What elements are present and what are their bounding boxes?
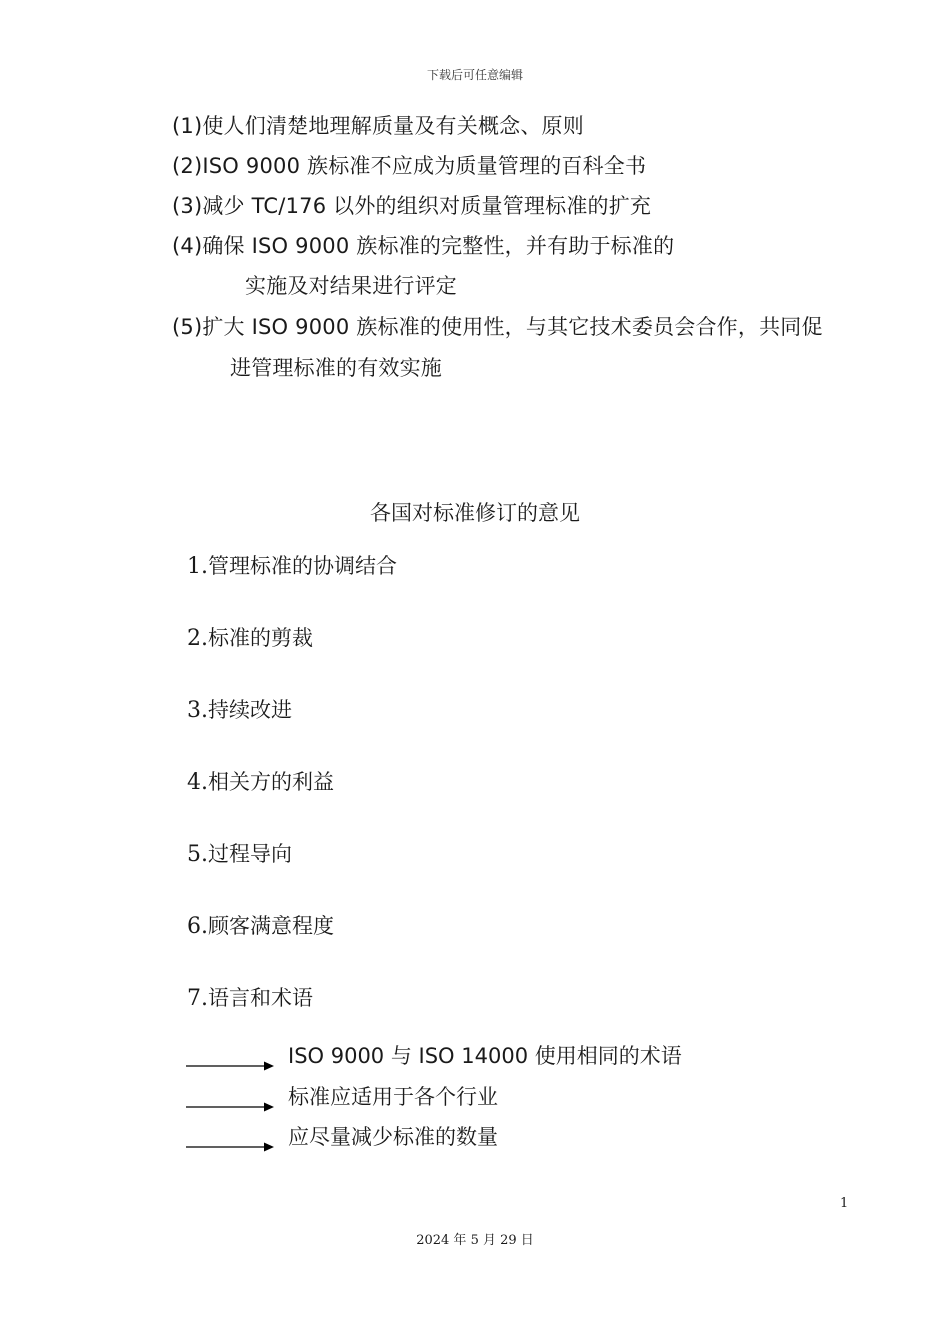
arrow-right-icon xyxy=(186,1101,274,1113)
item-number: 2. xyxy=(187,626,208,651)
principle-2 xyxy=(172,154,646,179)
principle-marker: (5) xyxy=(172,315,203,339)
sub-point-text: 应尽量减少标准的数量 xyxy=(288,1125,498,1149)
footer-date: 2024 年 5 月 29 日 xyxy=(416,1233,534,1248)
item-text: 过程导向 xyxy=(208,842,292,866)
page-header: 下载后可任意编辑 xyxy=(426,68,523,82)
principle-4 xyxy=(172,234,674,259)
principle-marker: (1) xyxy=(172,114,203,138)
principle-text: 使人们清楚地理解质量及有关概念、原则 xyxy=(202,114,584,138)
opinion-item-6 xyxy=(187,910,334,940)
item-number: 4. xyxy=(187,770,208,795)
item-number: 6. xyxy=(187,914,208,939)
item-number: 1. xyxy=(187,554,208,579)
sub-point-3 xyxy=(186,1121,746,1151)
sub-point-2 xyxy=(186,1081,746,1111)
principle-text: 确保 ISO 9000 族标准的完整性，并有助于标准的 xyxy=(202,234,675,258)
arrow-right-icon xyxy=(186,1141,274,1153)
section-title: 各国对标准修订的意见 xyxy=(370,501,580,525)
page-number: 1 xyxy=(840,1196,849,1211)
principle-text: ISO 9000 族标准不应成为质量管理的百科全书 xyxy=(202,154,647,178)
principle-text: 扩大 ISO 9000 族标准的使用性，与其它技术委员会合作，共同促 xyxy=(202,315,823,339)
opinion-item-1 xyxy=(187,550,397,580)
principle-5-continuation: 进管理标准的有效实施 xyxy=(230,356,442,380)
opinion-item-5 xyxy=(187,838,292,868)
item-text: 管理标准的协调结合 xyxy=(208,554,397,578)
principle-text: 减少 TC/176 以外的组织对质量管理标准的扩充 xyxy=(202,194,652,218)
sub-point-1 xyxy=(186,1040,746,1070)
opinion-item-7 xyxy=(187,982,313,1012)
opinion-item-2 xyxy=(187,622,313,652)
item-text: 语言和术语 xyxy=(208,986,313,1010)
sub-point-text: ISO 9000 与 ISO 14000 使用相同的术语 xyxy=(288,1044,682,1068)
item-text: 顾客满意程度 xyxy=(208,914,334,938)
principle-1 xyxy=(172,114,584,139)
arrow-right-icon xyxy=(186,1060,274,1072)
principle-3 xyxy=(172,194,651,219)
opinion-item-3 xyxy=(187,694,292,724)
principle-marker: (2) xyxy=(172,154,203,178)
item-number: 7. xyxy=(187,986,208,1011)
item-number: 5. xyxy=(187,842,208,867)
opinion-item-4 xyxy=(187,766,334,796)
principle-marker: (3) xyxy=(172,194,203,218)
principle-4-continuation: 实施及对结果进行评定 xyxy=(245,274,457,298)
item-text: 相关方的利益 xyxy=(208,770,334,794)
sub-point-text: 标准应适用于各个行业 xyxy=(288,1085,498,1109)
item-number: 3. xyxy=(187,698,208,723)
item-text: 标准的剪裁 xyxy=(208,626,313,650)
principle-marker: (4) xyxy=(172,234,203,258)
item-text: 持续改进 xyxy=(208,698,292,722)
principle-5 xyxy=(172,315,823,340)
